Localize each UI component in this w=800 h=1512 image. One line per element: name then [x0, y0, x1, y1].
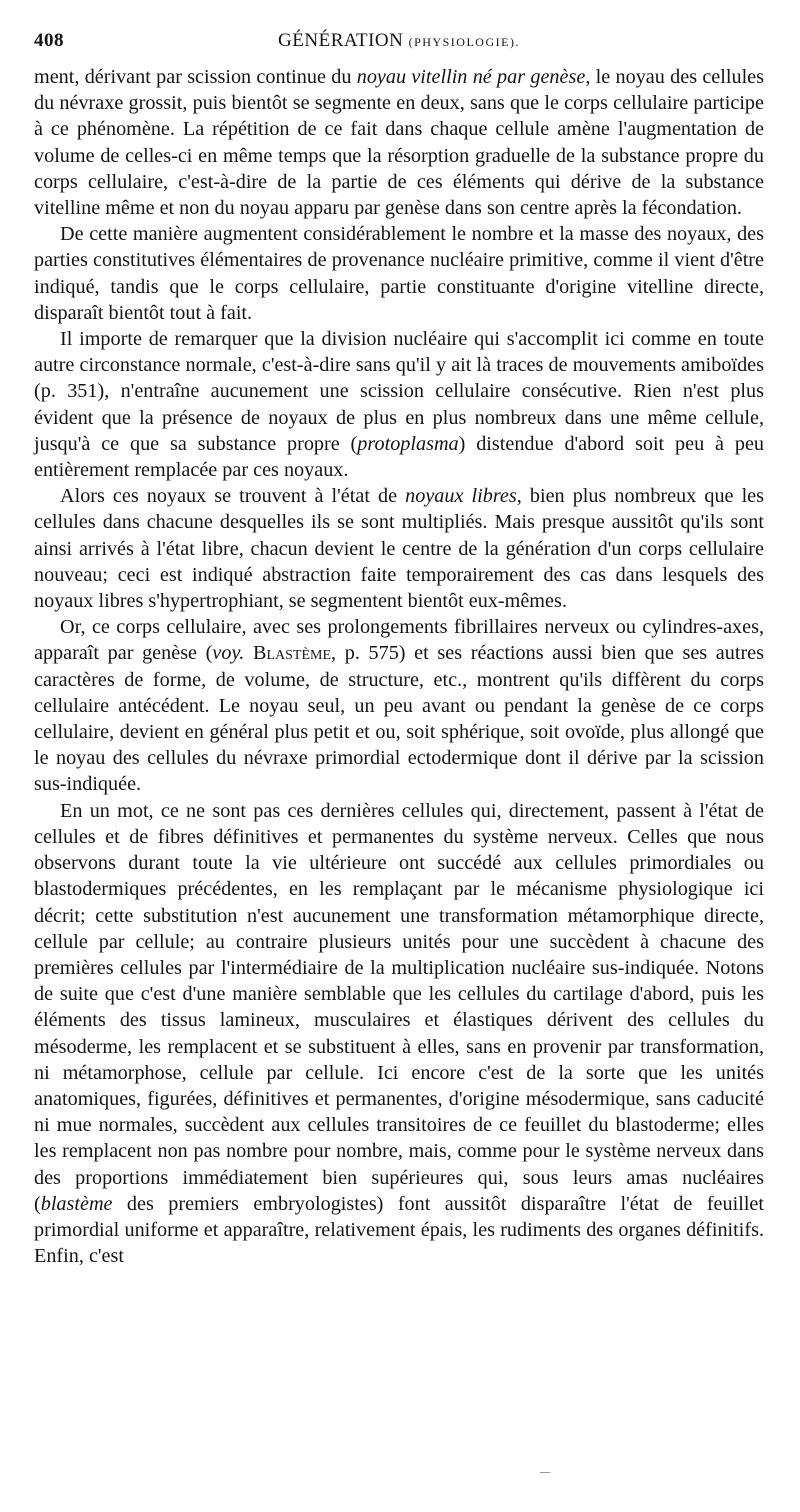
running-head — [34, 30, 764, 60]
body-text — [34, 64, 764, 1269]
running-title — [34, 30, 764, 52]
text-run: , p. 575) et ses réactions aussi bien que ses autres caractères de forme, de volume, de structure, etc., montrent qu'ils diffèrent du corps cellulaire antécédent. Le noyau seul, un peu avant ou pendant la genèse de ce corps cellulaire, devient en général plus petit et ou, soit sphérique, soit ovoïde, plus allongé que le noyau des cellules du névraxe primordial ectodermique dont il dérive par la scission sus-indiquée. — [34, 642, 764, 796]
paragraph — [34, 326, 764, 483]
text-run: Or, ce corps cellulaire, avec ses prolongements fibrillaires nerveux ou cylindres-axes, apparaît par genèse ( — [34, 616, 764, 665]
paragraph — [34, 483, 764, 614]
text-run: En un mot, ce ne sont pas ces dernières cellules qui, directement, passent à l'état de cellules et de fibres définitives et permanentes du système nerveux. Celles que nous observons durant toute la vie ultérieure ont succédé aux cellules primordiales ou blastodermiques précédentes, en les remplaçant par le mécanisme physiologique ici décrit; cette substitution n'est aucunement une transformation métamorphique directe, cellule par cellule; au contraire plusieurs unités pour une succèdent à chacune des premières cellules par l'intermédiaire de la multiplication nucléaire sus-indiquée. Notons de suite que c'est d'une manière semblable que les cellules du cartilage d'abord, puis les éléments des tissus lamineux, musculaires et élastiques dérivent des cellules du mésoderme, les remplacent et se substituent à elles, sans en provenir par transformation, ni métamorphose, cellule par cellule. Ici encore c'est de la sorte que les unités anatomiques, figurées, définitives et permanentes, d'origine mésodermique, sans caducité ni mue normales, succèdent aux cellules transitoires de ce feuillet du blastoderme; elles les remplacent non pas nombre pour nombre, mais, comme pour le système nerveux dans des proportions immédiatement bien supérieures qui, sous leurs amas nucléaires ( — [34, 799, 764, 1215]
text-run: , le noyau des cellules du névraxe grossit, puis bientôt se segmente en deux, sans que le corps cellulaire participe à ce phénomène. La répétition de ce fait dans chaque cellule amène l'augmentation de volume de celles-ci en même temps que la résorption graduelle de la substance propre du corps cellulaire, c'est-à-dire de la partie de ces éléments qui dérive de la substance vitelline même et non du noyau apparu par genèse dans son centre après la fécondation. — [34, 66, 764, 220]
text-run: ment, dérivant par scission continue du — [34, 66, 357, 88]
italic-term: noyau vitellin né par genèse — [356, 66, 586, 88]
text-run: De cette manière augmentent considérablement le nombre et la masse des noyaux, des parties constitutives élémentaires de provenance nucléaire primitive, comme il vient d'être indiqué, tandis que le corps cellulaire, partie constituante d'origine vitelline directe, disparaît bientôt tout à fait. — [34, 223, 764, 324]
paragraph — [34, 221, 764, 326]
paragraph — [34, 614, 764, 797]
text-run — [244, 642, 253, 664]
italic-term: voy. — [212, 642, 245, 665]
text-run: des premiers embryologistes) font aussitôt disparaître l'état de feuillet primordial uniforme et apparaître, relativement épais, les rudiments des organes définitifs. Enfin, c'est — [34, 1192, 764, 1268]
text-run: Il importe de remarquer que la division nucléaire qui s'accomplit ici comme en toute autre circonstance normale, c'est-à-dire sans qu'il y ait là traces de mouvements amiboïdes (p. 351), n'entraîne aucunement une scission cellulaire consécutive. Rien n'est plus évident que la présence de noyaux de plus en plus nombreux dans une même cellule, jusqu'à ce que sa substance propre ( — [34, 328, 764, 455]
page-number: 408 — [34, 30, 64, 51]
text-run: ) distendue d'abord soit peu à peu entièrement remplacée par ces noyaux. — [34, 432, 764, 482]
italic-term: protoplasma — [357, 432, 459, 455]
italic-term: blastème — [40, 1192, 113, 1215]
running-title-sub: (PHYSIOLOGIE). — [408, 35, 520, 49]
italic-term: noyaux libres — [405, 485, 517, 508]
small-caps-term: Blastème — [253, 642, 332, 665]
text-run: Alors ces noyaux se trouvent à l'état de — [60, 485, 406, 508]
page-mark — [540, 1472, 550, 1473]
paragraph — [34, 64, 764, 221]
text-run: , bien plus nombreux que les cellules dans chacune desquelles ils se sont multipliés. Mais presque aussitôt qu'ils sont ainsi arrivés à l'état libre, chacun devient le centre de la génération d'un corps cellulaire nouveau; ceci est indiqué abstraction faite temporairement des cas dans lesquels des noyaux libres s'hypertrophiant, se segmentent bientôt eux-mêmes. — [34, 485, 764, 613]
running-title-main: GÉNÉRATION — [278, 30, 404, 51]
paragraph — [34, 798, 764, 1270]
document-page — [34, 30, 764, 1269]
